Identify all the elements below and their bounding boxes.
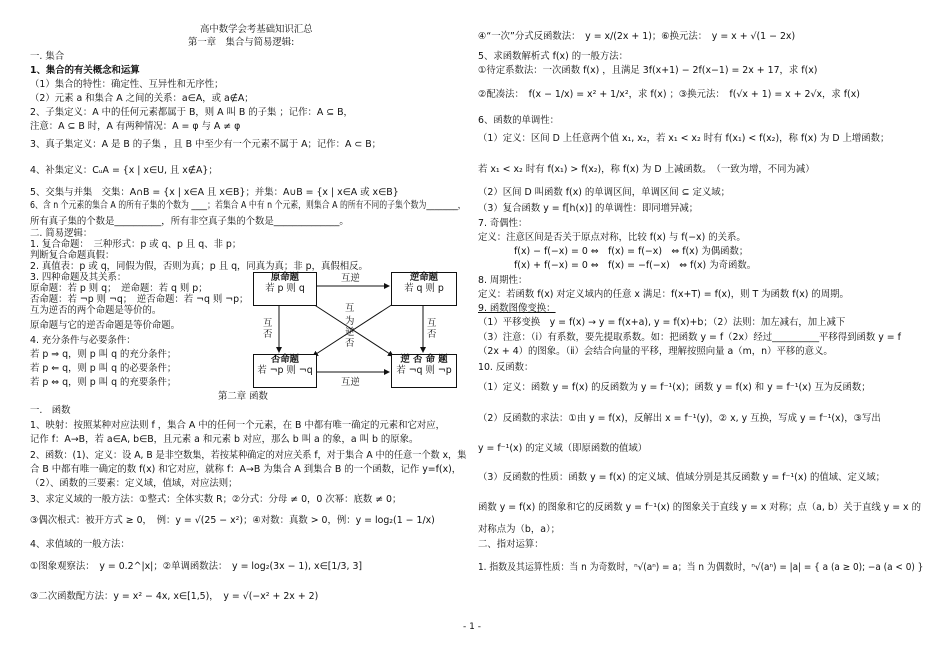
left-text-line: （2）元素 a 和集合 A 之间的关系：a∈A，或 a∉A； <box>30 93 254 104</box>
box-inverse-proposition: 否命题 若 ¬p 则 ¬q <box>253 354 317 388</box>
right-text-line: f(x) + f(−x) = 0 ⇔ f(x) = −f(−x) ⇔ f(x) 为奇函数。 <box>514 260 757 271</box>
right-text-line: ④“一次”分式反函数法： y = x/(2x + 1)；⑥换元法： y = x + √(1 − 2x) <box>478 31 796 42</box>
left-text-line: 所有真子集的个数是__________，所有非空真子集的个数是______________。 <box>30 216 349 227</box>
right-text-line: 二、指对运算： <box>478 539 544 550</box>
right-text-line: f(x) − f(−x) = 0 ⇔ f(x) = f(−x) ⇔ f(x) 为偶函数； <box>514 246 749 257</box>
right-text-line: （1）定义：区间 D 上任意两个值 x₁, x₂，若 x₁ < x₂ 时有 f(x₁) < f(x₂)，称 f(x) 为 D 上增函数； <box>478 133 890 144</box>
left-text-line: 1、集合的有关概念和运算 <box>30 65 140 76</box>
left-text-line: 若 p ⇒ q，则 p 叫 q 的充分条件； <box>30 349 177 360</box>
label-diagonal-b: 为逆否 <box>345 316 355 349</box>
right-text-line: 定义：若函数 f(x) 对定义域内的任意 x 满足：f(x+T) = f(x)，则 T 为函数 f(x) 的周期。 <box>478 289 849 300</box>
right-text-line: ②配凑法： f(x − 1/x) = x² + 1/x²，求 f(x) ；③换元法： f(√x + 1) = x + 2√x，求 f(x) <box>478 89 860 100</box>
right-text-line: （2x + 4）的图象。（ⅱ）会结合向量的平移，理解按照向量 a（m，n）平移的意义。 <box>478 346 833 357</box>
label-right: 互否 <box>427 318 437 340</box>
left-text-line: 原命题与它的逆否命题是等价命题。 <box>30 320 181 331</box>
left-text-line: 高中数学会考基础知识汇总 <box>200 24 313 35</box>
right-text-line: y = f⁻¹(x) 的定义域（即原函数的值域） <box>478 443 648 454</box>
left-text-line: 若 p ⇐ q，则 p 叫 q 的必要条件； <box>30 363 177 374</box>
page-number: - 1 - <box>463 622 481 632</box>
right-text-line: 对称点为（b，a）； <box>478 524 561 535</box>
left-text-line: 第一章 集合与简易逻辑: <box>188 37 295 48</box>
label-left: 互否 <box>263 318 273 340</box>
left-text-line: （1）集合的特性：确定性、互异性和无序性； <box>30 79 224 90</box>
right-text-line: 1. 指数及其运算性质：当 n 为奇数时，ⁿ√(aⁿ) = a；当 n 为偶数时，ⁿ√(aⁿ) = |a| = { a (a ≥ 0); −a (a < 0) } <box>478 562 924 573</box>
left-text-line: 一. 函数 <box>30 405 71 416</box>
right-text-line: （1）平移变换 y = f(x) → y = f(x+a), y = f(x)+b；（2）法则：加左减右，加上减下 <box>478 317 846 328</box>
left-text-line: 2. 真值表：p 或 q，同假为假，否则为真；p 且 q，同真为真；非 p，真假相反。 <box>30 261 368 272</box>
right-text-line: （3）反函数的性质：函数 y = f(x) 的定义域、值域分别是其反函数 y = f⁻¹(x) 的值域、定义域； <box>478 472 886 483</box>
left-text-line: 1. 复合命题： 三种形式：p 或 q、p 且 q、非 p； <box>30 239 242 250</box>
label-top: 互逆 <box>341 273 360 284</box>
right-text-line: 5、求函数解析式 f(x) 的一般方法： <box>478 51 628 62</box>
left-text-line: 2、函数：(1)、定义：设 A, B 是非空数集，若按某种确定的对应关系 f，对于集合 A 中的任意一个数 x，集 <box>30 450 467 461</box>
left-text-line: 合 B 中都有唯一确定的数 f(x) 和它对应，就称 f：A→B 为集合 A 到集合 B 的一个函数，记作 y=f(x)， <box>30 464 462 475</box>
left-text-line: 5、交集与并集 交集：A∩B = {x | x∈A 且 x∈B}；并集：A∪B = {x | x∈A 或 x∈B} <box>30 187 399 198</box>
left-text-line: 判断复合命题真假： <box>30 250 115 261</box>
right-text-line: 函数 y = f(x) 的图象和它的反函数 y = f⁻¹(x) 的图象关于直线 y = x 对称；点（a, b）关于直线 y = x 的 <box>478 502 921 513</box>
left-text-line: 3、真子集定义：A 是 B 的子集 ，且 B 中至少有一个元素不属于 A；记作：A ⊂ B； <box>30 139 382 150</box>
right-text-line: （1）定义：函数 y = f(x) 的反函数为 y = f⁻¹(x)；函数 y = f(x) 和 y = f⁻¹(x) 互为反函数； <box>478 382 871 393</box>
left-text-line: 3. 四种命题及其关系： <box>30 272 127 283</box>
left-text-line: 一. 集合 <box>30 51 65 62</box>
left-text-line: 4、求值域的一般方法： <box>30 539 130 550</box>
label-bottom: 互逆 <box>341 377 360 388</box>
left-text-line: 互为逆否的两个命题是等价的。 <box>30 305 162 316</box>
box-converse-proposition: 逆命题 若 q 则 p <box>391 272 457 306</box>
left-text-line: ③二次函数配方法：y = x² − 4x, x∈[1,5)， y = √(−x² + 2x + 2) <box>30 591 319 602</box>
left-text-line: 否命题：若 ¬p 则 ¬q； 逆否命题：若 ¬q 则 ¬p； <box>30 294 249 305</box>
right-text-line: 若 x₁ < x₂ 时有 f(x₁) > f(x₂)，称 f(x) 为 D 上减函数。 （一致为增，不同为减） <box>478 164 815 175</box>
right-text-line: （2）反函数的求法：①由 y = f(x)，反解出 x = f⁻¹(y)，② x, y 互换，写成 y = f⁻¹(x)，③写出 <box>478 413 881 424</box>
right-text-line: 8. 周期性： <box>478 275 528 286</box>
left-text-line: ①图象观察法： y = 0.2^|x|；②单调函数法： y = log₂(3x − 1), x∈[1/3, 3] <box>30 561 363 572</box>
box-original-proposition: 原命题 若 p 则 q <box>253 272 317 306</box>
left-text-line: 注意：A ⊆ B 时，A 有两种情况：A = φ 与 A ≠ φ <box>30 121 241 132</box>
right-text-line: 6、函数的单调性： <box>478 115 559 126</box>
left-text-line: 记作 f：A→B，若 a∈A, b∈B，且元素 a 和元素 b 对应，那么 b 叫 a 的象，a 叫 b 的原象。 <box>30 434 419 445</box>
right-text-line: 定义：注意区间是否关于原点对称，比较 f(x) 与 f(−x) 的关系。 <box>478 232 746 243</box>
right-text-line: 9. 函数图像变换： <box>478 303 556 314</box>
box-contrapositive-proposition: 逆 否 命 题 若 ¬q 则 ¬p <box>391 354 457 388</box>
right-text-line: 10. 反函数： <box>478 362 534 373</box>
left-text-line: （2）、函数的三要素：定义域，值域，对应法则； <box>30 478 238 489</box>
left-text-line: ③偶次根式：被开方式 ≥ 0， 例：y = √(25 − x²)；④对数：真数 > 0，例：y = log₂(1 − 1/x) <box>30 515 435 526</box>
right-text-line: （3）注意：（ⅰ）有系数，要先提取系数。如：把函数 y = f（2x）经过__________平移得到函数 y = f <box>478 332 901 343</box>
left-text-line: 4. 充分条件与必要条件： <box>30 335 136 346</box>
left-text-line: 2、子集定义：A 中的任何元素都属于 B，则 A 叫 B 的子集 ；记作：A ⊆ B， <box>30 107 353 118</box>
left-text-line: 二. 简易逻辑： <box>30 228 93 239</box>
left-text-line: 6、含 n 个元素的集合 A 的所有子集的个数为 ____；若集合 A 中有 n 个元素，则集合 A 的所有不同的子集个数为________， <box>30 200 466 211</box>
left-text-line: 3、求定义域的一般方法：①整式：全体实数 R；②分式：分母 ≠ 0，0 次幂：底数 ≠ 0； <box>30 494 402 505</box>
left-text-line: 第二章 函数 <box>218 391 268 402</box>
right-text-line: （3）复合函数 y = f[h(x)] 的单调性：即同增异减； <box>478 203 699 214</box>
left-text-line: 原命题：若 p 则 q； 逆命题：若 q 则 p； <box>30 283 208 294</box>
four-propositions-diagram <box>249 268 463 398</box>
left-text-line: 1、映射：按照某种对应法则 f ，集合 A 中的任何一个元素，在 B 中都有唯一确定的元素和它对应， <box>30 420 445 431</box>
left-text-line: 若 p ⇔ q，则 p 叫 q 的充要条件； <box>30 377 177 388</box>
right-text-line: 7. 奇偶性： <box>478 218 528 229</box>
left-text-line: 4、补集定义：CᵤA = {x | x∈U, 且 x∉A}； <box>30 165 218 176</box>
label-diagonal-a: 互 <box>345 303 355 314</box>
right-text-line: ①待定系数法：一次函数 f(x) ，且满足 3f(x+1) − 2f(x−1) = 2x + 17，求 f(x) <box>478 65 818 76</box>
right-text-line: （2）区间 D 叫函数 f(x) 的单调区间，单调区间 ⊆ 定义域； <box>478 187 730 198</box>
